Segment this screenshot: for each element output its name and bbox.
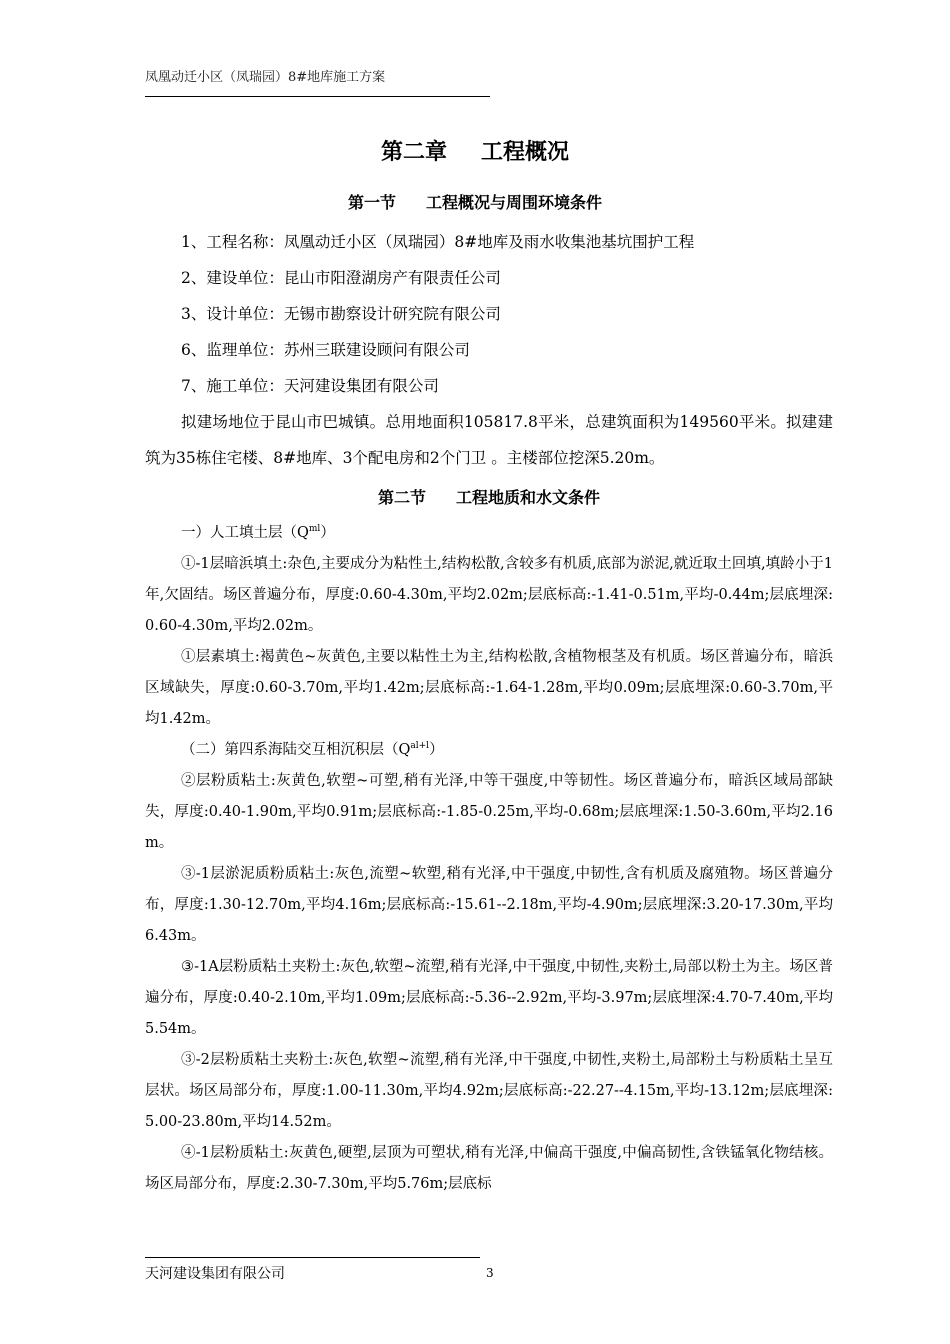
chapter-title xyxy=(0,135,950,166)
section-1-name: 工程概况与周围环境条件 xyxy=(426,193,603,212)
layer-paragraph: ①-1层暗浜填土:杂色,主要成分为粘性土,结构松散,含较多有机质,底部为淤泥,就近取土回填,填龄小于1年,欠固结。场区普遍分布，厚度:0.60-4.30m,平均2.02m;层底标高:-1.41-0.51m,平均-0.44m;层底埋深:0.60-4.30m,平均2.02m。 xyxy=(145,556,833,634)
chapter-name: 工程概况 xyxy=(481,140,570,165)
project-item: 7、施工单位：天河建设集团有限公司 xyxy=(181,377,439,395)
layer-paragraph: ②层粉质粘土:灰黄色,软塑~可塑,稍有光泽,中等干强度,中等韧性。场区普遍分布，暗浜区域局部缺失，厚度:0.40-1.90m,平均0.91m;层底标高:-1.85-0.25m,平均-0.68m;层底埋深:1.50-3.60m,平均2.16m。 xyxy=(145,773,833,851)
layer-heading: （二）第四系海陆交互相沉积层$(Q^{al+l})$ xyxy=(181,741,444,758)
section-1-number: 第一节 xyxy=(347,193,396,212)
layer-paragraph: ③-1层淤泥质粉质粘土:灰色,流塑~软塑,稍有光泽,中干强度,中韧性,含有机质及腐殖物。场区普遍分布，厚度:1.30-12.70m,平均4.16m;层底标高:-15.61--2.18m,平均-4.90m;层底埋深:3.20-17.30m,平均6.43m。 xyxy=(145,866,833,944)
site-paragraph: 拟建场地位于昆山市巴城镇。总用地面积105817.8平米，总建筑面积为149560平米。拟建建筑为35栋住宅楼、8#地库、3个配电房和2个门卫 。主楼部位挖深5.20m。 xyxy=(145,413,833,467)
running-header: 凤凰动迁小区（凤瑞园）8#地库施工方案 xyxy=(145,70,386,85)
section-2-number: 第二节 xyxy=(377,488,426,507)
chapter-number: 第二章 xyxy=(380,140,447,165)
section-1-title xyxy=(0,190,950,213)
page-number: 3 xyxy=(486,1266,494,1280)
footer-rule xyxy=(145,1257,480,1258)
project-item: 2、建设单位：昆山市阳澄湖房产有限责任公司 xyxy=(181,269,501,287)
layer-paragraph: ①层素填土:褐黄色~灰黄色,主要以粘性土为主,结构松散,含植物根茎及有机质。场区普遍分布，暗浜区域缺失，厚度:0.60-3.70m,平均1.42m;层底标高:-1.64-1.28m,平均0.09m;层底埋深:0.60-3.70m,平均1.42m。 xyxy=(145,649,833,727)
header-rule xyxy=(145,96,490,97)
layer-paragraph: ④-1层粉质粘土:灰黄色,硬塑,层顶为可塑状,稍有光泽,中偏高干强度,中偏高韧性,含铁锰氧化物结核。场区局部分布，厚度:2.30-7.30m,平均5.76m;层底标 xyxy=(145,1145,833,1192)
section-2-title xyxy=(145,478,833,518)
project-item: 6、监理单位：苏州三联建设顾问有限公司 xyxy=(181,341,470,359)
body-content xyxy=(145,224,833,1200)
layer-heading: 一）人工填土层$(Q^{ml})$ xyxy=(181,524,335,541)
layer-paragraph: ③-1A层粉质粘土夹粉土:灰色,软塑~流塑,稍有光泽,中干强度,中韧性,夹粉土,局部以粉土为主。场区普遍分布，厚度:0.40-2.10m,平均1.09m;层底标高:-5.36--2.92m,平均-3.97m;层底埋深:4.70-7.40m,平均5.54m。 xyxy=(145,959,833,1037)
footer-company: 天河建设集团有限公司 xyxy=(145,1266,285,1282)
project-item: 1、工程名称：凤凰动迁小区（凤瑞园）8#地库及雨水收集池基坑围护工程 xyxy=(181,233,695,251)
project-item: 3、设计单位：无锡市勘察设计研究院有限公司 xyxy=(181,305,501,323)
layer-paragraph: ③-2层粉质粘土夹粉土:灰色,软塑~流塑,稍有光泽,中干强度,中韧性,夹粉土,局部粉土与粉质粘土呈互层状。场区局部分布，厚度:1.00-11.30m,平均4.92m;层底标高:-22.27--4.15m,平均-13.12m;层底埋深:5.00-23.80m,平均14.52m。 xyxy=(145,1052,833,1130)
section-2-name: 工程地质和水文条件 xyxy=(456,488,601,507)
